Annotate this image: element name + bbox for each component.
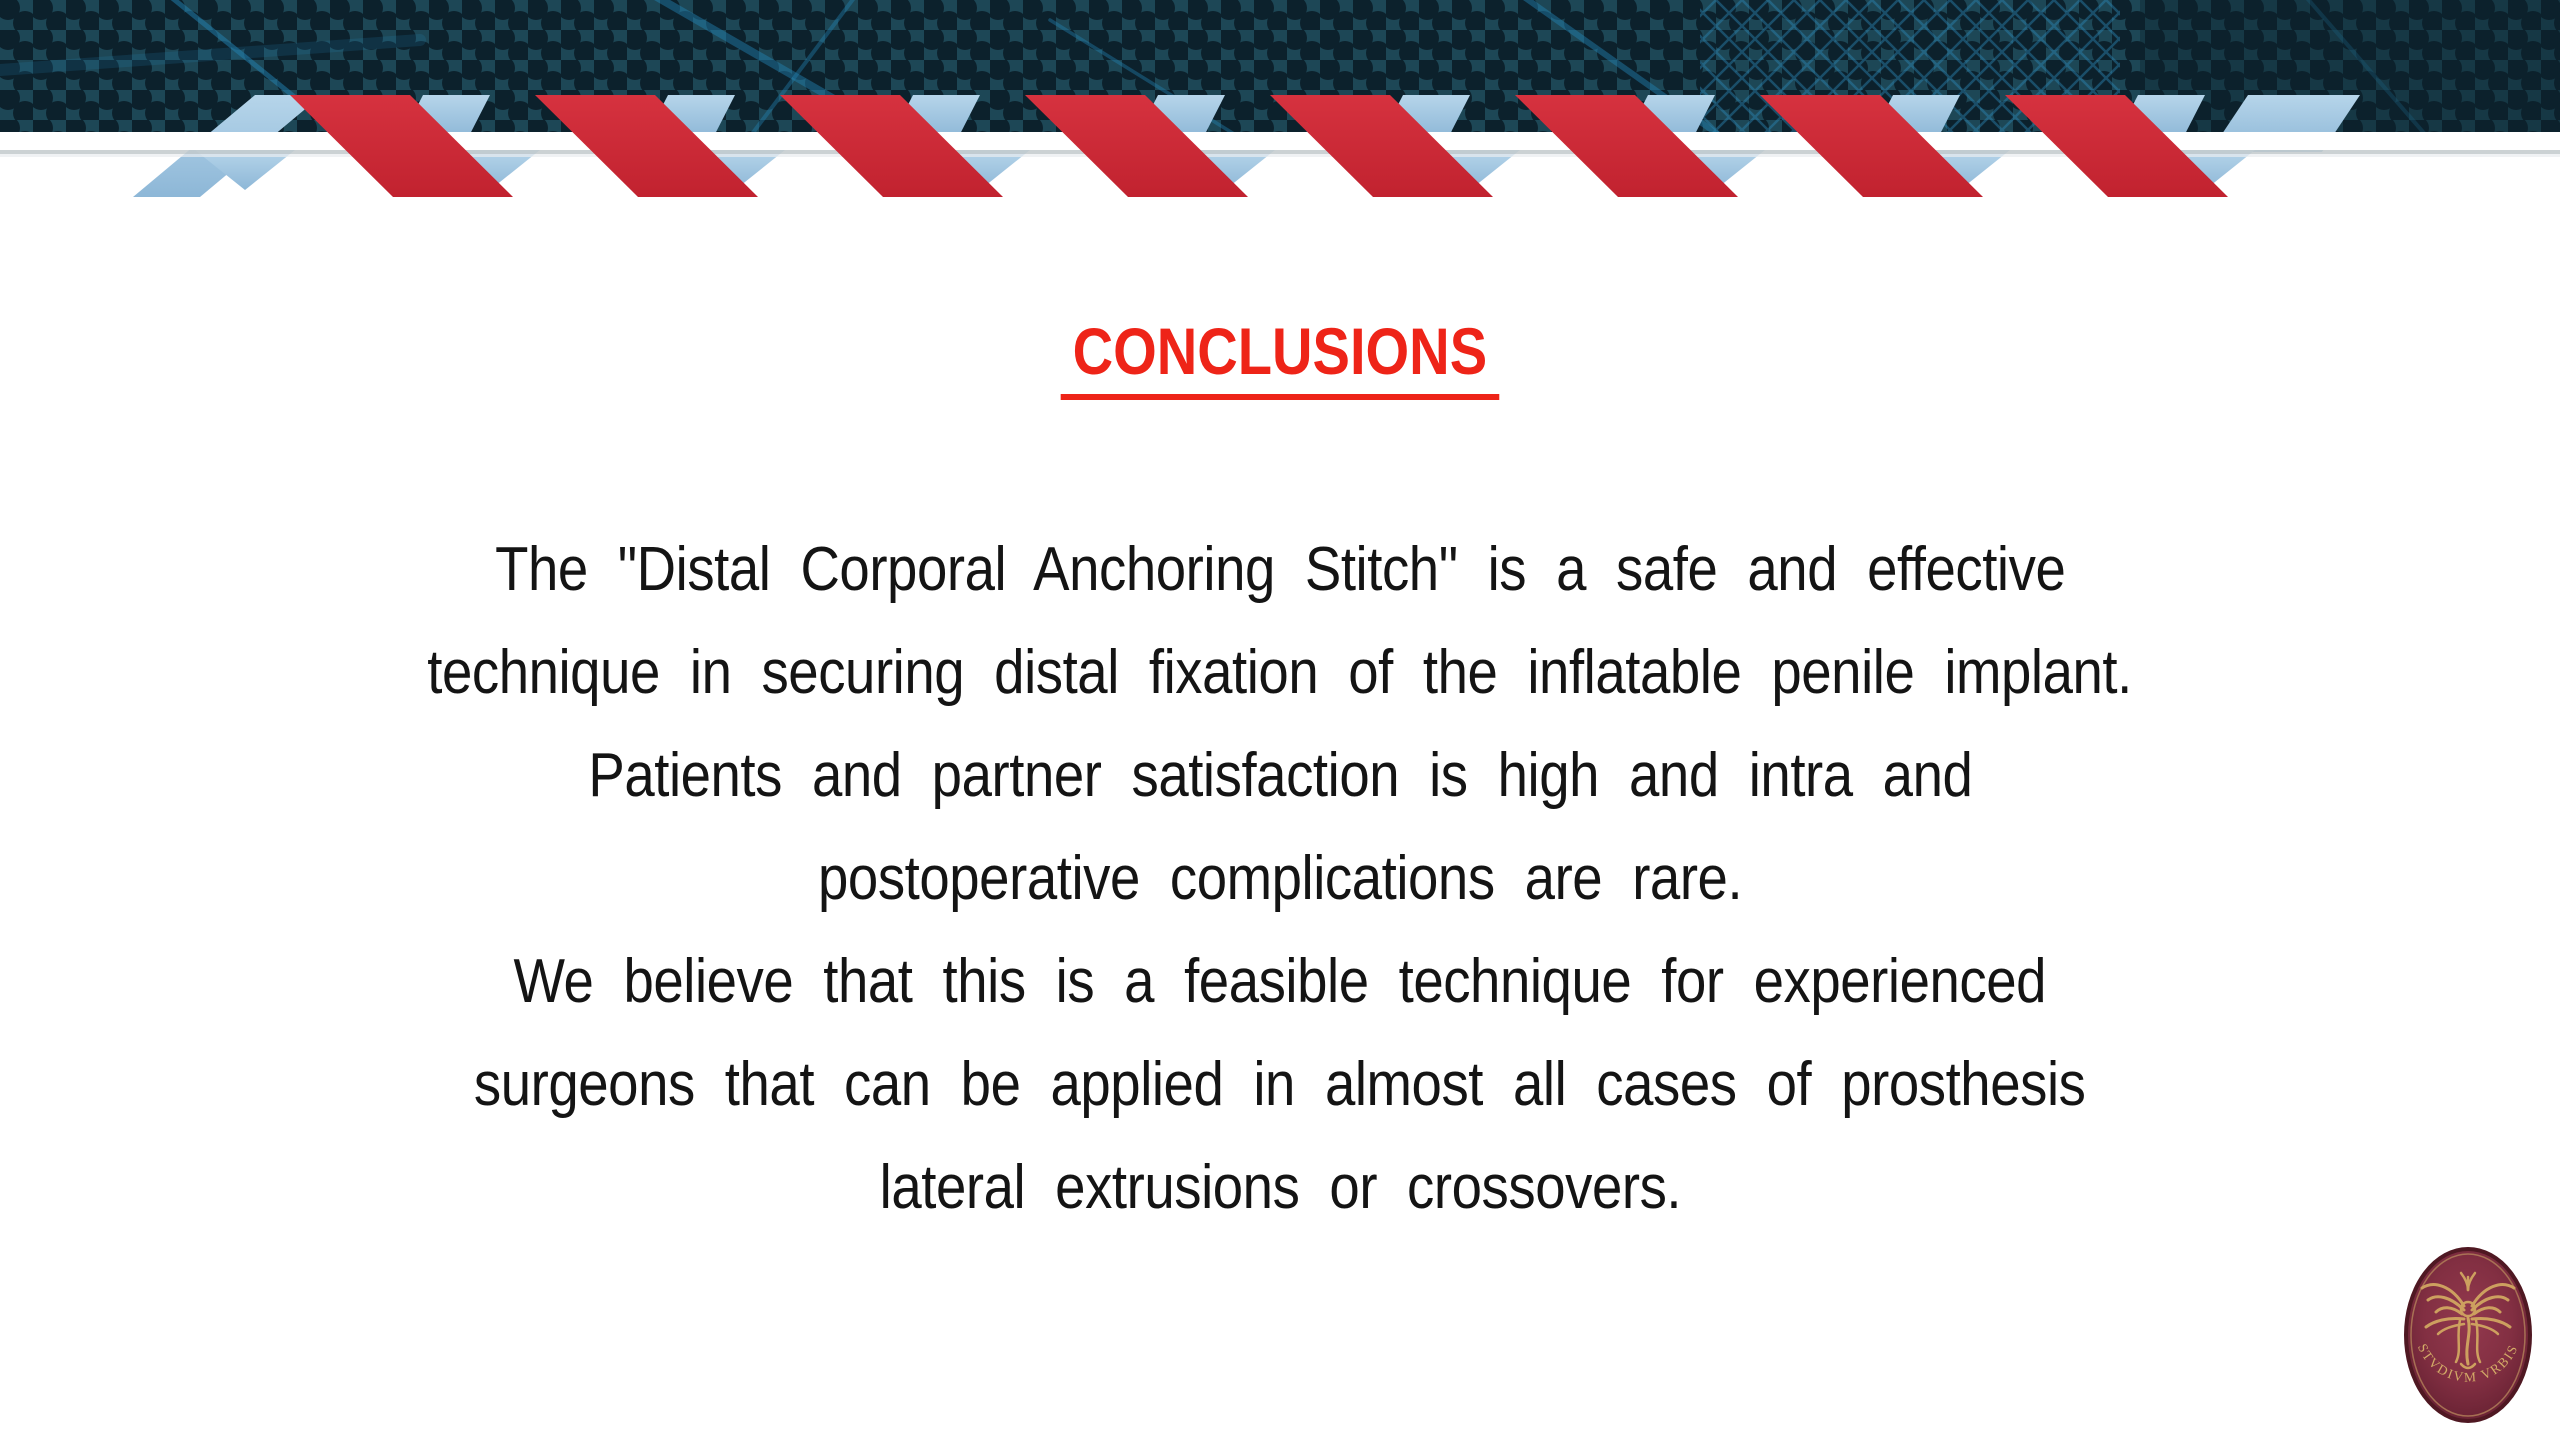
- body-line: Patients and partner satisfaction is high and intra and: [587, 741, 1973, 810]
- body-line: surgeons that can be applied in almost all cases of prosthesis: [474, 1050, 2086, 1119]
- seal-arc-text: STVDIVM VRBIS: [2414, 1341, 2522, 1385]
- body-text: [0, 518, 2560, 1239]
- title-block: [0, 314, 2560, 400]
- body-line: The "Distal Corporal Anchoring Stitch" is a safe and effective: [494, 535, 2066, 604]
- body-line: We believe that this is a feasible technique for experienced: [513, 947, 2047, 1016]
- body-line: technique in securing distal fixation of the inflatable penile implant.: [427, 638, 2133, 707]
- header-decoration: [0, 0, 2560, 240]
- body-line: postoperative complications are rare.: [817, 844, 1743, 913]
- university-seal-logo: [2398, 1246, 2538, 1424]
- body-line: lateral extrusions or crossovers.: [879, 1153, 1681, 1222]
- page-title: CONCLUSIONS: [1061, 318, 1499, 400]
